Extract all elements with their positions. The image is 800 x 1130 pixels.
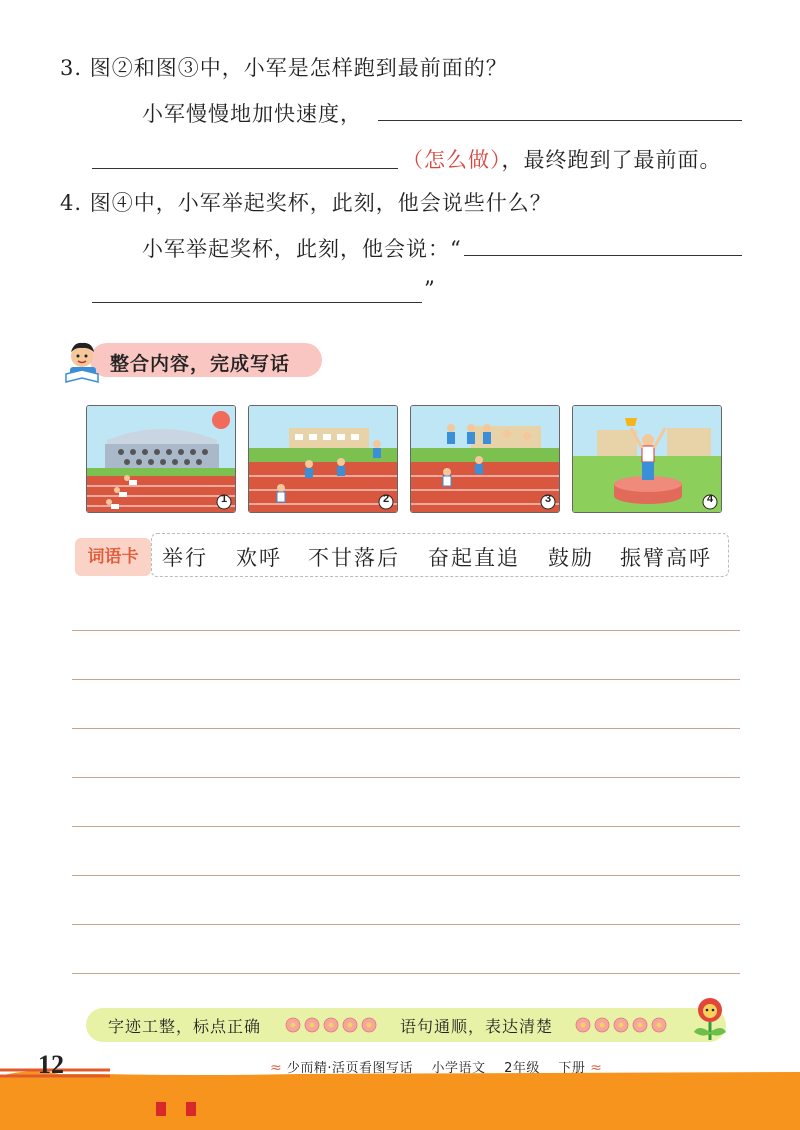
question-3-answer-line2	[402, 144, 722, 174]
criteria-right: 语句通顺，表达清楚	[400, 1017, 554, 1036]
page-number: 12	[38, 1050, 64, 1079]
panel-4	[572, 405, 722, 513]
word-item: 鼓励	[548, 546, 594, 570]
panel-number: 3	[544, 493, 552, 505]
footer-grade: 2年级	[504, 1061, 540, 1076]
panel-2	[248, 405, 398, 513]
writing-line[interactable]	[72, 924, 740, 925]
picture-panels	[86, 405, 722, 513]
panel-3	[410, 405, 560, 513]
section-header	[60, 340, 322, 380]
question-4-answer-prefix: 小军举起奖杯，此刻，他会说：“	[142, 237, 462, 261]
footer-book: 少而精·活页看图写话	[286, 1061, 414, 1076]
flower-rating-icon	[284, 1016, 384, 1034]
answer-line[interactable]	[92, 302, 422, 303]
word-item: 不甘落后	[308, 546, 400, 570]
wave-icon: ≈	[270, 1060, 283, 1076]
panel-1	[86, 405, 236, 513]
word-card-label: 词语卡	[75, 538, 151, 576]
question-3-answer-prefix: 小军慢慢地加快速度，	[142, 102, 362, 126]
panel-number: 1	[220, 493, 228, 505]
section-title: 整合内容，完成写话	[110, 353, 291, 375]
criteria-left: 字迹工整，标点正确	[108, 1017, 262, 1036]
reading-kid-icon	[60, 340, 108, 384]
writing-line[interactable]	[72, 826, 740, 827]
answer-suffix: ，最终跑到了最前面。	[501, 148, 722, 172]
footer-info	[270, 1057, 602, 1076]
word-item: 举行	[162, 546, 208, 570]
writing-line[interactable]	[72, 728, 740, 729]
flower-rating-icon	[574, 1016, 674, 1034]
answer-line[interactable]	[464, 255, 742, 256]
answer-line[interactable]	[92, 168, 398, 169]
footer-subject: 小学语文	[431, 1061, 486, 1076]
decor-square	[156, 1102, 166, 1116]
writing-line[interactable]	[72, 875, 740, 876]
writing-line[interactable]	[72, 973, 740, 974]
wave-icon: ≈	[590, 1060, 603, 1076]
writing-line[interactable]	[72, 679, 740, 680]
flower-mascot-icon	[688, 996, 732, 1042]
panel-number: 2	[382, 493, 390, 505]
answer-line[interactable]	[378, 120, 742, 121]
word-item: 振臂高呼	[620, 546, 712, 570]
decor-square	[186, 1102, 196, 1116]
word-item: 欢呼	[236, 546, 282, 570]
writing-line[interactable]	[72, 777, 740, 778]
hint-text: （怎么做）	[402, 148, 502, 172]
panel-number: 4	[706, 493, 714, 505]
question-4: 4. 图④中，小军举起奖杯，此刻，他会说些什么？	[60, 191, 552, 215]
word-item: 奋起直追	[428, 546, 520, 570]
writing-line[interactable]	[72, 630, 740, 631]
question-3: 3. 图②和图③中，小军是怎样跑到最前面的？	[60, 56, 508, 80]
footer-volume: 下册	[558, 1061, 586, 1076]
close-quote: ”	[424, 277, 436, 301]
